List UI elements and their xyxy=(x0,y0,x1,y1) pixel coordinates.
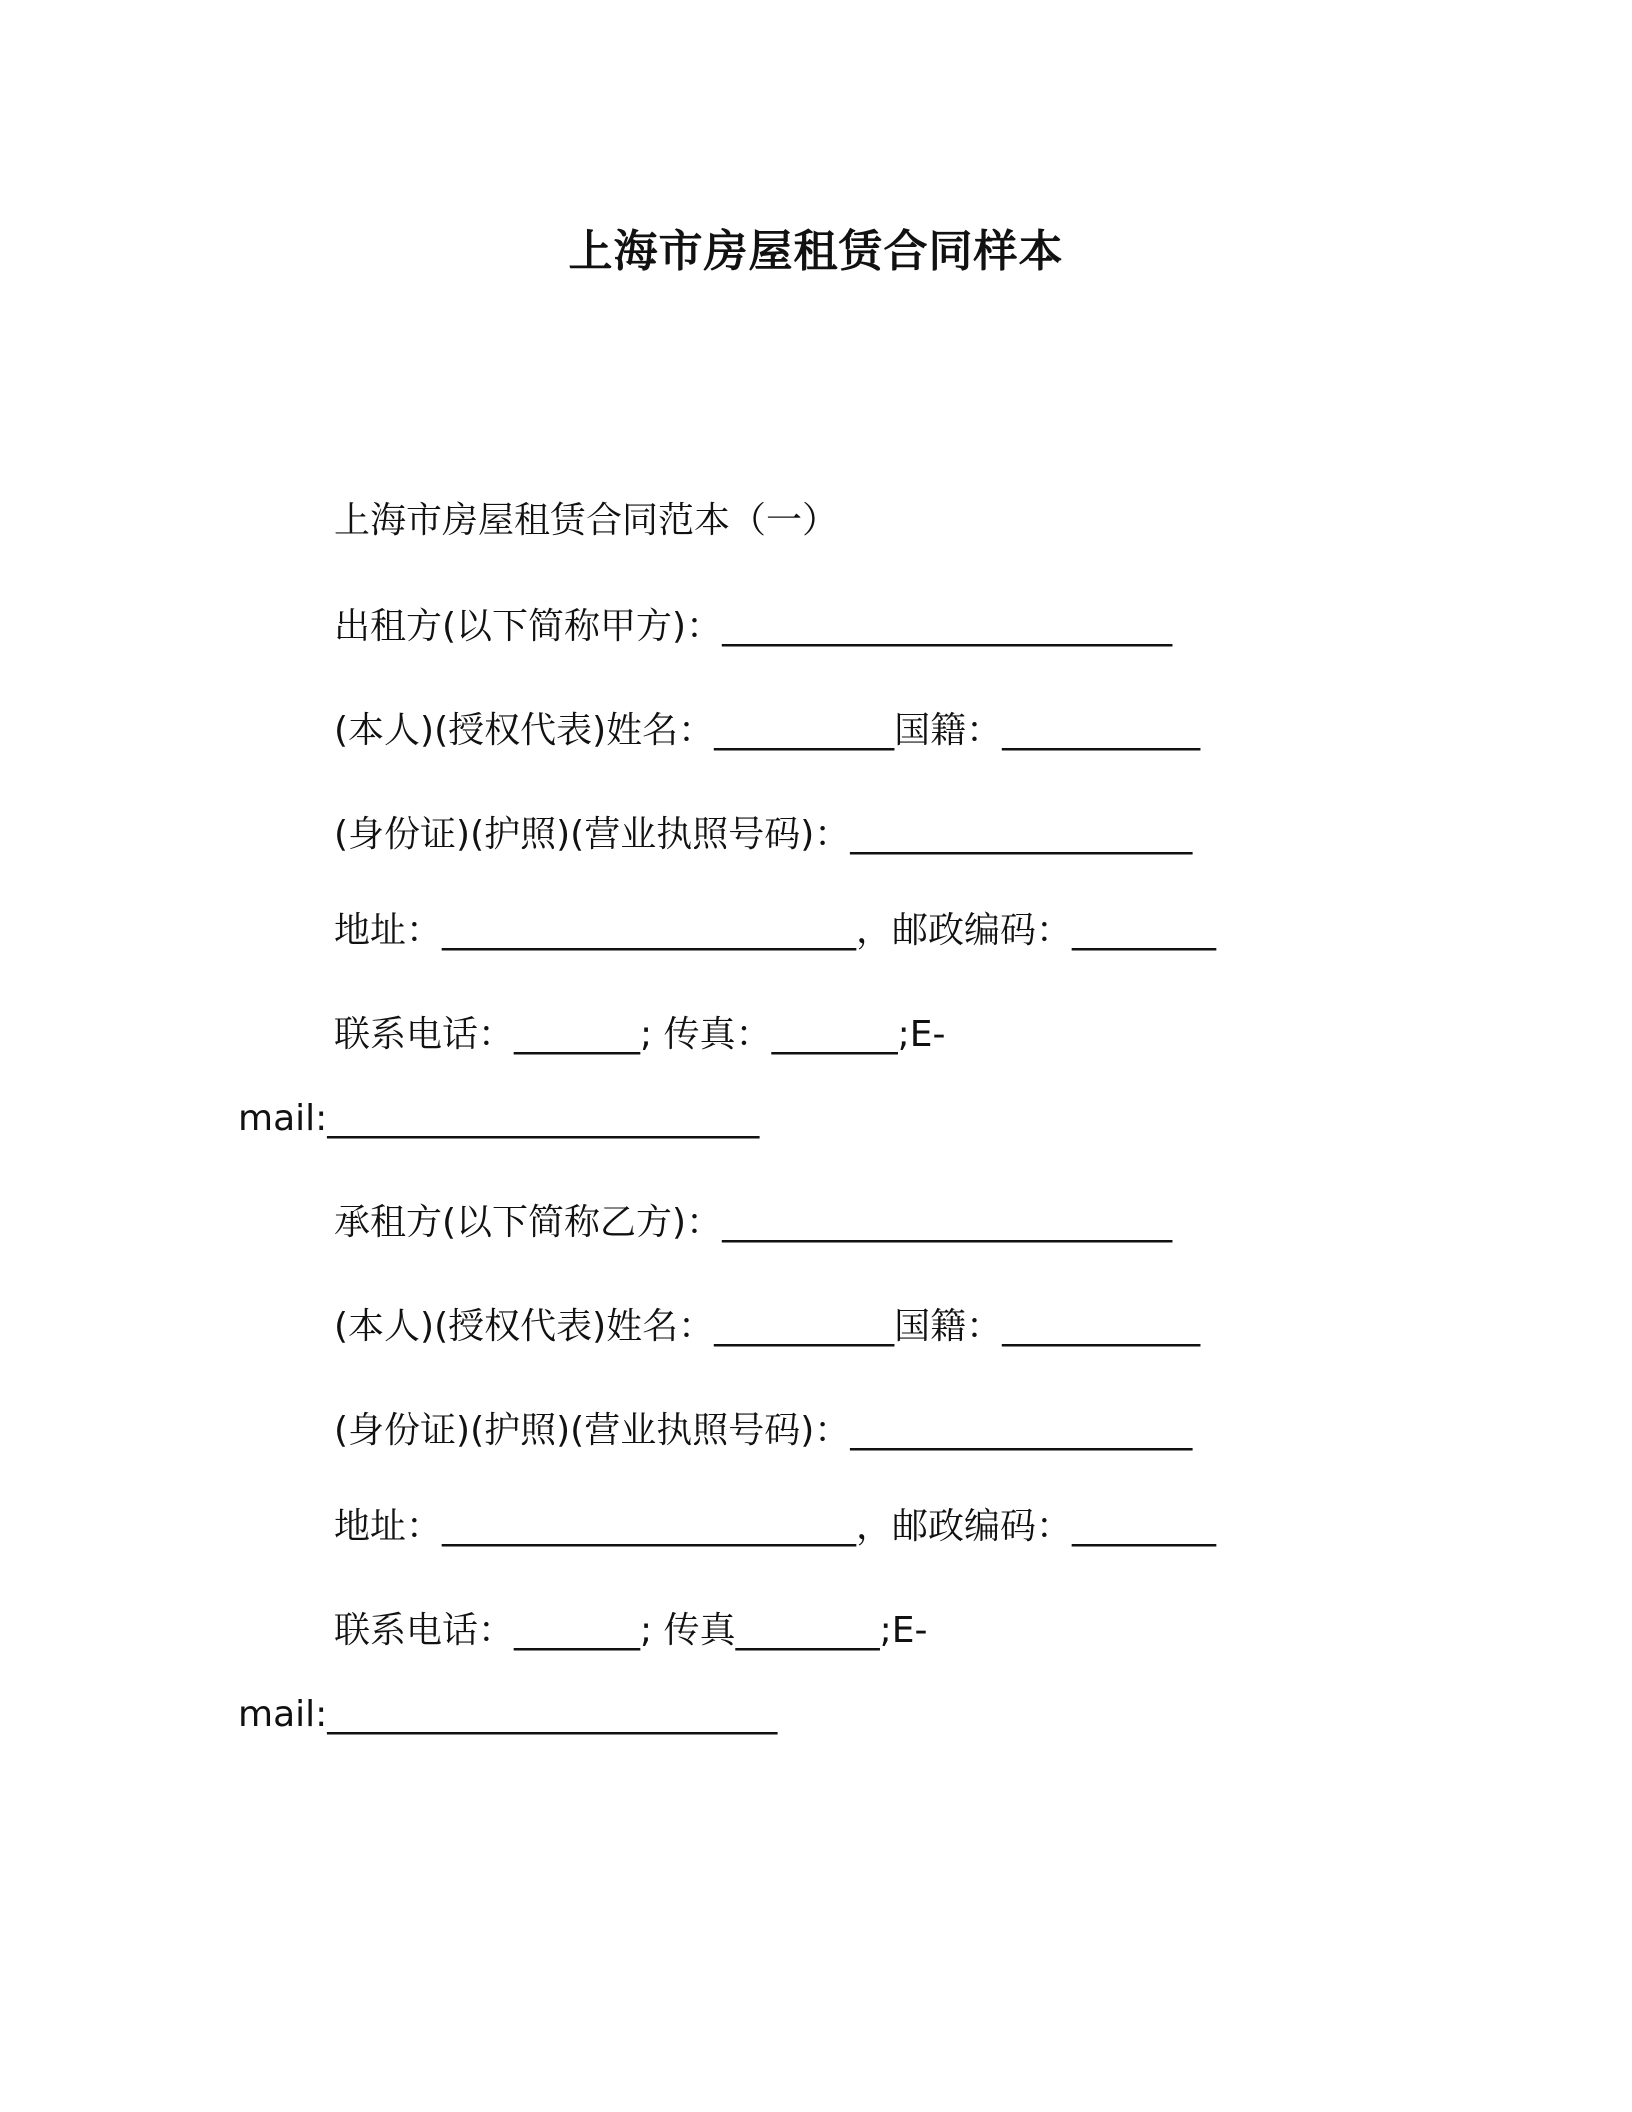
lessee-id-line: (身份证)(护照)(营业执照号码)：___________________ xyxy=(334,1410,1193,1451)
lessee-address-line: 地址：_______________________，邮政编码：________ xyxy=(334,1506,1217,1547)
lessor-contact-line: 联系电话：_______; 传真：_______;E- xyxy=(334,1014,946,1055)
lessor-address-line: 地址：_______________________，邮政编码：________ xyxy=(334,910,1217,951)
document-title: 上海市房屋租赁合同样本 xyxy=(568,226,1064,277)
contract-subtitle: 上海市房屋租赁合同范本（一） xyxy=(334,500,839,541)
lessor-email-line: mail:________________________ xyxy=(238,1098,760,1139)
lessor-id-line: (身份证)(护照)(营业执照号码)：___________________ xyxy=(334,814,1193,855)
lessee-contact-line: 联系电话：_______; 传真________;E- xyxy=(334,1610,928,1651)
lessee-party-line: 承租方(以下简称乙方)：_________________________ xyxy=(334,1202,1173,1243)
lessee-email-line: mail:_________________________ xyxy=(238,1694,778,1735)
lessor-party-line: 出租方(以下简称甲方)：_________________________ xyxy=(334,606,1173,647)
lessor-name-line: (本人)(授权代表)姓名：__________国籍：___________ xyxy=(334,710,1201,751)
lessee-name-line: (本人)(授权代表)姓名：__________国籍：___________ xyxy=(334,1306,1201,1347)
